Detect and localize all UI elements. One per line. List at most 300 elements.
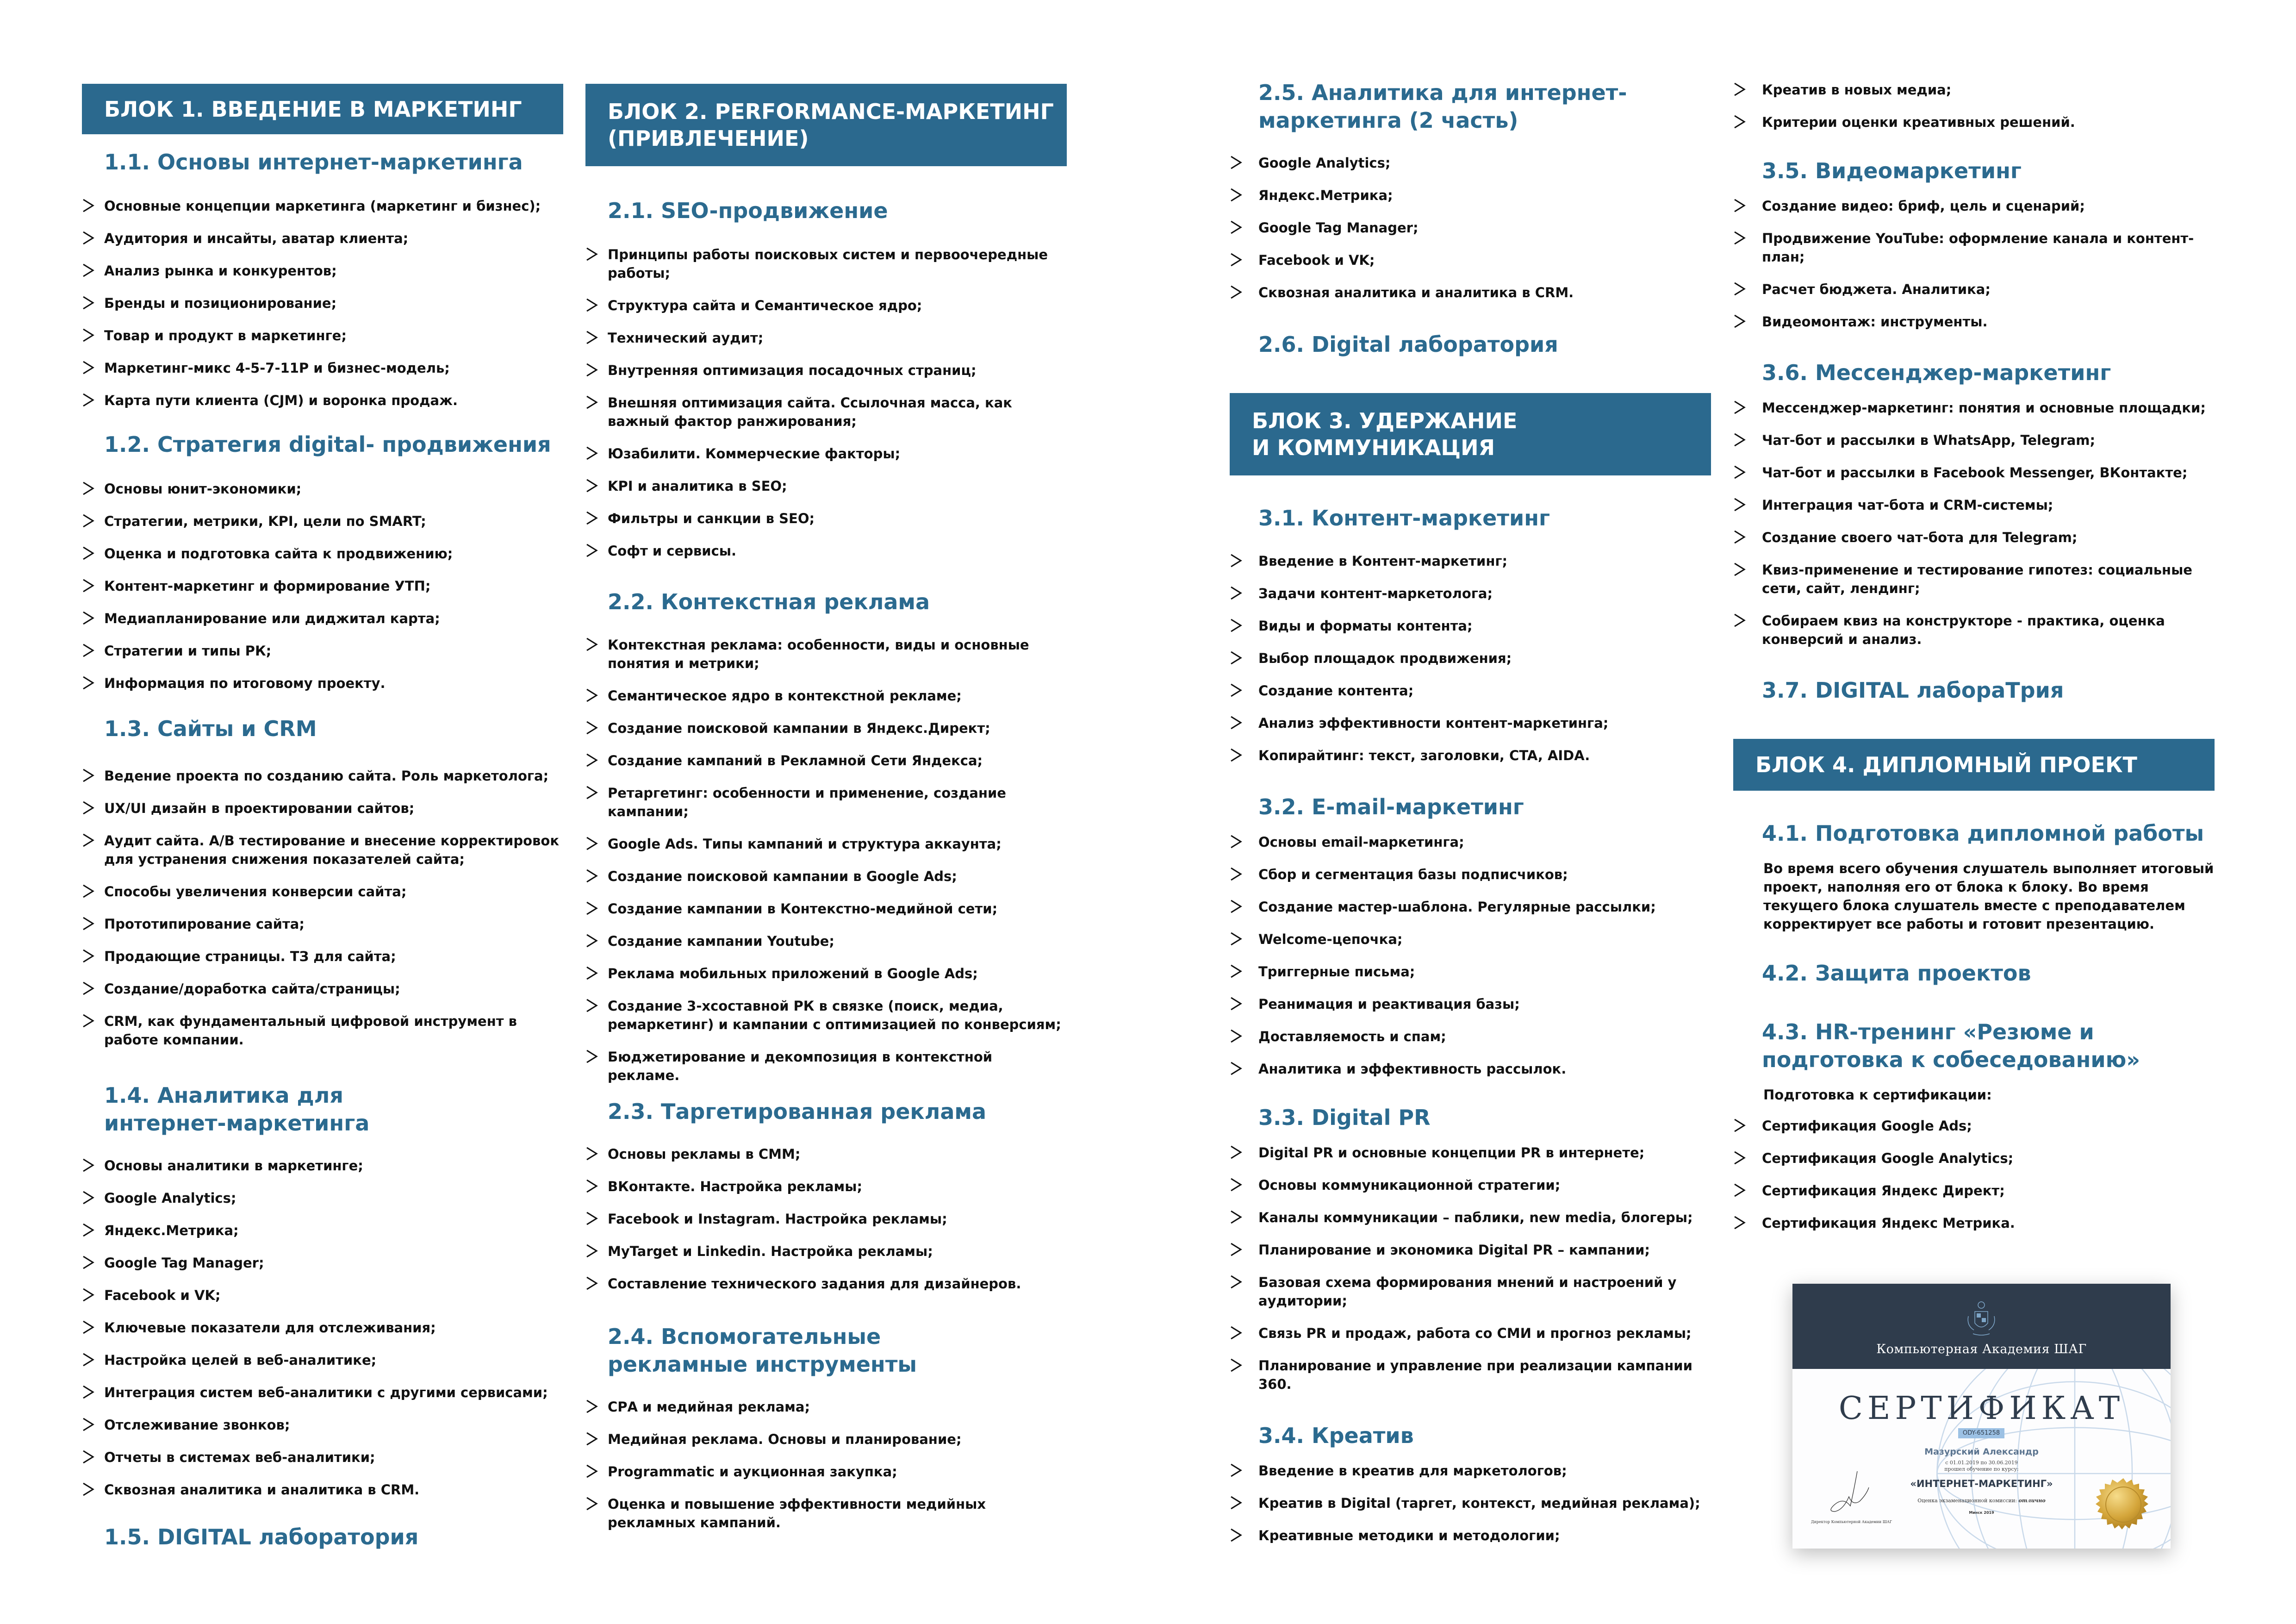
list-item	[585, 687, 1067, 705]
list-item	[1230, 552, 1711, 570]
list-item	[1230, 154, 1711, 172]
chevron-right-icon	[1230, 1144, 1244, 1161]
chevron-right-icon	[1230, 1325, 1244, 1342]
list-item-text: Чат-бот и рассылки в WhatsApp, Telegram;	[1762, 432, 2096, 448]
list-item-text: Сквозная аналитика и аналитика в CRM.	[104, 1482, 420, 1498]
list-item-text: Ключевые показатели для отслеживания;	[104, 1320, 436, 1336]
chevron-right-icon	[1230, 682, 1244, 699]
list-item-text: Создание мастер-шаблона. Регулярные рассылки;	[1258, 899, 1656, 915]
list-item-text: Аудитория и инсайты, аватар клиента;	[104, 231, 409, 246]
list-item	[1230, 746, 1711, 765]
chevron-right-icon	[1733, 313, 1747, 330]
list-item	[82, 609, 563, 628]
section-1-4-list	[82, 1156, 563, 1499]
list-item-text: Создание поисковой кампании в Google Ads;	[608, 868, 957, 884]
list-item	[1230, 1143, 1711, 1162]
list-item-text: Информация по итоговому проекту.	[104, 675, 386, 691]
block-2-title-line1: БЛОК 2. PERFORMANCE-МАРКЕТИНГ	[608, 99, 1054, 124]
list-item-text: Медиапланирование или диджитал карта;	[104, 611, 440, 626]
block-1-title: БЛОК 1. ВВЕДЕНИЕ В МАРКЕТИНГ	[104, 96, 522, 122]
list-item-text: Создание контента;	[1258, 683, 1414, 699]
list-item-text: Google Tag Manager;	[104, 1255, 264, 1271]
list-item	[1230, 1176, 1711, 1194]
chevron-right-icon	[585, 1463, 599, 1480]
list-item-text: Яндекс.Метрика;	[104, 1223, 239, 1238]
chevron-right-icon	[1230, 284, 1244, 301]
chevron-right-icon	[585, 687, 599, 704]
list-item	[585, 751, 1067, 770]
list-item	[585, 1430, 1067, 1449]
list-item	[1733, 229, 2215, 266]
section-1-3-list	[82, 767, 563, 1049]
chevron-right-icon	[585, 510, 599, 527]
list-item	[1230, 1462, 1711, 1480]
chevron-right-icon	[1733, 464, 1747, 481]
chevron-right-icon	[585, 785, 599, 801]
list-item-text: Настройка целей в веб-аналитике;	[104, 1352, 377, 1368]
chevron-right-icon	[82, 832, 96, 849]
list-item	[1230, 1273, 1711, 1310]
list-item	[585, 719, 1067, 737]
chevron-right-icon	[585, 445, 599, 462]
list-item-text: Сертификация Яндекс Директ;	[1762, 1183, 2005, 1199]
section-2-3-title: 2.3. Таргетированная реклама	[608, 1099, 987, 1124]
list-item-text: Выбор площадок продвижения;	[1258, 650, 1512, 666]
section-3-4	[1230, 1422, 1711, 1559]
gold-seal-icon	[2089, 1469, 2158, 1538]
list-item-text: Сертификация Google Ads;	[1762, 1118, 1972, 1134]
chevron-right-icon	[1733, 1182, 1747, 1199]
list-item	[1230, 1324, 1711, 1343]
block-2-title-line2: (ПРИВЛЕЧЕНИЕ)	[608, 126, 809, 151]
list-item	[82, 1156, 563, 1175]
chevron-right-icon	[1733, 1150, 1747, 1167]
section-3-4-list-continued	[1733, 81, 2215, 131]
section-2-3-list	[585, 1145, 1067, 1293]
chevron-right-icon	[1230, 219, 1244, 236]
chevron-right-icon	[82, 1287, 96, 1304]
chevron-right-icon	[82, 610, 96, 627]
chevron-right-icon	[1230, 1028, 1244, 1045]
chevron-right-icon	[82, 1481, 96, 1498]
section-4-3-lead: Подготовка к сертификации:	[1763, 1087, 1992, 1103]
section-3-5-title: 3.5. Видеомаркетинг	[1762, 158, 2022, 183]
list-item	[585, 1495, 1067, 1532]
list-item-text: Основы аналитики в маркетинге;	[104, 1158, 363, 1174]
chevron-right-icon	[1230, 1242, 1244, 1258]
list-item	[585, 1398, 1067, 1416]
chevron-right-icon	[1230, 1462, 1244, 1479]
chevron-right-icon	[585, 1049, 599, 1065]
list-item-text: Собираем квиз на конструкторе - практика, оценка конверсий и анализ.	[1762, 613, 2165, 647]
chevron-right-icon	[585, 330, 599, 346]
section-3-4-continued	[1733, 81, 2215, 145]
certificate-grade-label: Оценка экзаменационной комиссии:	[1917, 1498, 2017, 1504]
list-item	[1733, 431, 2215, 450]
chevron-right-icon	[585, 394, 599, 411]
section-2-1	[585, 197, 1067, 574]
chevron-right-icon	[82, 883, 96, 900]
section-1-2-list	[82, 480, 563, 693]
chevron-right-icon	[82, 948, 96, 965]
list-item-text: CRM, как фундаментальный цифровой инструмент в работе компании.	[104, 1013, 517, 1048]
list-item-text: Структура сайта и Семантическое ядро;	[608, 298, 922, 313]
list-item	[82, 480, 563, 498]
list-item-text: Принципы работы поисковых систем и первоочередные работы;	[608, 247, 1048, 281]
chevron-right-icon	[1230, 1274, 1244, 1291]
section-3-2-list	[1230, 833, 1711, 1078]
chevron-right-icon	[1230, 1527, 1244, 1544]
chevron-right-icon	[585, 836, 599, 852]
list-item-text: Создание своего чат-бота для Telegram;	[1762, 530, 2078, 545]
list-item-text: Создание кампании Youtube;	[608, 933, 834, 949]
list-item	[585, 932, 1067, 950]
certificate-course: «ИНТЕРНЕТ-МАРКЕТИНГ»	[1910, 1478, 2053, 1489]
section-1-2	[82, 431, 563, 706]
list-item-text: Маркетинг-микс 4-5-7-11P и бизнес-модель;	[104, 360, 450, 376]
list-item	[1230, 283, 1711, 302]
section-2-5-list	[1230, 154, 1711, 302]
signature-icon	[1825, 1469, 1880, 1515]
list-item	[82, 980, 563, 998]
certificate-director: Директор Компьютерной Академии ШАГ	[1811, 1520, 1892, 1524]
list-item	[82, 391, 563, 410]
list-item-text: Квиз-применение и тестирование гипотез: социальные сети, сайт, лендинг;	[1762, 562, 2192, 596]
list-item	[82, 799, 563, 818]
list-item	[82, 359, 563, 377]
list-item	[82, 1189, 563, 1207]
list-item	[82, 229, 563, 248]
list-item-text: Копирайтинг: текст, заголовки, CTA, AIDA.	[1258, 748, 1590, 763]
list-item-text: Интеграция систем веб-аналитики с другими сервисами;	[104, 1385, 548, 1400]
list-item	[1733, 113, 2215, 131]
list-item-text: Основы коммуникационной стратегии;	[1258, 1177, 1561, 1193]
list-item-text: Мессенджер-маркетинг: понятия и основные площадки;	[1762, 400, 2206, 416]
list-item	[1733, 312, 2215, 331]
certificate-city: Минск 2019	[1969, 1511, 1994, 1515]
chevron-right-icon	[82, 230, 96, 247]
section-1-5	[82, 1523, 563, 1551]
list-item-text: Креатив в новых медиа;	[1762, 82, 1952, 98]
block-3-header	[1230, 393, 1711, 475]
chevron-right-icon	[585, 1275, 599, 1292]
list-item	[585, 964, 1067, 983]
list-item-text: Welcome-цепочка;	[1258, 931, 1403, 947]
list-item	[585, 329, 1067, 347]
block-2-header	[585, 84, 1067, 166]
chevron-right-icon	[1733, 198, 1747, 214]
section-1-4-title: 1.4. Аналитика для интернет-маркетинга	[104, 1083, 370, 1136]
list-item-text: Виды и форматы контента;	[1258, 618, 1473, 634]
chevron-right-icon	[585, 998, 599, 1014]
list-item	[82, 1351, 563, 1369]
list-item	[82, 1480, 563, 1499]
list-item	[82, 1383, 563, 1402]
list-item	[1733, 612, 2215, 649]
chevron-right-icon	[82, 513, 96, 530]
section-1-2-title: 1.2. Стратегия digital- продвижения	[104, 432, 551, 457]
chevron-right-icon	[82, 1222, 96, 1239]
list-item-text: Видеомонтаж: инструменты.	[1762, 314, 1988, 330]
list-item	[82, 1416, 563, 1434]
list-item	[585, 997, 1067, 1034]
certificate-academy: Компьютерная Академия ШАГ	[1876, 1342, 2087, 1356]
section-2-4-list	[585, 1398, 1067, 1532]
certificate-code: ODY-651258	[1958, 1428, 2004, 1438]
chevron-right-icon	[82, 1449, 96, 1466]
chevron-right-icon	[585, 900, 599, 917]
chevron-right-icon	[1230, 1209, 1244, 1226]
list-item	[585, 509, 1067, 528]
crest-icon	[1965, 1298, 1998, 1338]
list-item-text: Анализ эффективности контент-маркетинга;	[1258, 715, 1609, 731]
list-item-text: Яндекс.Метрика;	[1258, 187, 1393, 203]
list-item	[1733, 496, 2215, 514]
section-3-4-title: 3.4. Креатив	[1258, 1423, 1414, 1448]
list-item-text: Отслеживание звонков;	[104, 1417, 290, 1433]
list-item-text: Чат-бот и рассылки в Facebook Messenger, ВКонтакте;	[1762, 465, 2188, 481]
chevron-right-icon	[585, 1211, 599, 1227]
chevron-right-icon	[585, 720, 599, 737]
chevron-right-icon	[82, 578, 96, 594]
section-2-2-title: 2.2. Контекстная реклама	[608, 589, 930, 614]
list-item	[585, 1242, 1067, 1261]
list-item-text: Ведение проекта по созданию сайта. Роль маркетолога;	[104, 768, 549, 784]
block-4-title: БЛОК 4. ДИПЛОМНЫЙ ПРОЕКТ	[1755, 752, 2137, 777]
list-item-text: Google Tag Manager;	[1258, 220, 1419, 236]
list-item-text: Стратегии и типы РК;	[104, 643, 272, 659]
chevron-right-icon	[1733, 400, 1747, 416]
list-item-text: ВКонтакте. Настройка рекламы;	[608, 1179, 863, 1194]
list-item	[1733, 1181, 2215, 1200]
list-item	[585, 1462, 1067, 1481]
list-item	[585, 1177, 1067, 1196]
list-item-text: Бренды и позиционирование;	[104, 295, 337, 311]
section-3-3-title: 3.3. Digital PR	[1258, 1105, 1431, 1130]
section-4-3	[1733, 1018, 2215, 1246]
list-item	[82, 262, 563, 280]
chevron-right-icon	[585, 1496, 599, 1512]
list-item-text: KPI и аналитика в SEO;	[608, 478, 787, 494]
certificate-name: Мазурский Александр	[1924, 1447, 2039, 1457]
chevron-right-icon	[82, 643, 96, 659]
list-item	[82, 674, 563, 693]
chevron-right-icon	[1230, 834, 1244, 850]
section-2-4	[585, 1323, 1067, 1546]
list-item	[585, 784, 1067, 821]
chevron-right-icon	[1230, 618, 1244, 634]
certificate-image	[1792, 1284, 2171, 1549]
list-item-text: Базовая схема формирования мнений и настроений у аудитории;	[1258, 1274, 1677, 1309]
list-item	[1230, 1356, 1711, 1393]
section-4-2-title: 4.2. Защита проектов	[1762, 961, 2031, 986]
list-item-text: Стратегии, метрики, KPI, цели по SMART;	[104, 513, 426, 529]
list-item-text: Сертификация Яндекс Метрика.	[1762, 1215, 2015, 1231]
chevron-right-icon	[1230, 899, 1244, 915]
section-2-3	[585, 1098, 1067, 1307]
list-item	[1230, 995, 1711, 1013]
section-3-3	[1230, 1104, 1711, 1407]
list-item-text: Контекстная реклама: особенности, виды и основные понятия и метрики;	[608, 637, 1029, 671]
section-1-1-list	[82, 197, 563, 410]
list-item-text: MyTarget и Linkedin. Настройка рекламы;	[608, 1243, 933, 1259]
list-item-text: Создание кампании в Контекстно-медийной сети;	[608, 901, 998, 917]
section-3-2	[1230, 793, 1711, 1092]
section-3-7	[1733, 676, 2215, 704]
block-3-title-line1: БЛОК 3. УДЕРЖАНИЕ	[1252, 408, 1518, 433]
list-item-text: Креативные методики и методологии;	[1258, 1528, 1560, 1543]
chevron-right-icon	[585, 246, 599, 263]
list-item-text: Facebook и Instagram. Настройка рекламы;	[608, 1211, 947, 1227]
chevron-right-icon	[82, 1013, 96, 1030]
section-2-4-title: 2.4. Вспомогательные рекламные инструменты	[608, 1324, 917, 1377]
chevron-right-icon	[82, 392, 96, 409]
list-item	[1230, 1027, 1711, 1046]
list-item	[1230, 617, 1711, 635]
chevron-right-icon	[1230, 963, 1244, 980]
list-item	[1230, 1060, 1711, 1078]
list-item	[1230, 833, 1711, 851]
section-1-3-title: 1.3. Сайты и CRM	[104, 716, 317, 741]
chevron-right-icon	[1230, 747, 1244, 764]
list-item	[82, 642, 563, 660]
list-item-text: Расчет бюджета. Аналитика;	[1762, 281, 1991, 297]
list-item	[585, 361, 1067, 380]
chevron-right-icon	[82, 675, 96, 692]
chevron-right-icon	[1230, 553, 1244, 569]
section-2-5	[1230, 79, 1711, 316]
section-3-1-title: 3.1. Контент-маркетинг	[1258, 506, 1550, 531]
chevron-right-icon	[82, 1384, 96, 1401]
list-item	[1230, 865, 1711, 884]
section-3-6	[1733, 359, 2215, 662]
chevron-right-icon	[82, 1352, 96, 1368]
list-item	[1230, 898, 1711, 916]
list-item	[1230, 251, 1711, 269]
chevron-right-icon	[82, 1417, 96, 1433]
certificate-period: с 01.01.2019 по 30.06.2019	[1945, 1460, 2018, 1466]
list-item	[82, 767, 563, 785]
list-item	[1230, 186, 1711, 205]
list-item-text: Сертификация Google Analytics;	[1762, 1150, 2014, 1166]
list-item-text: Внешняя оптимизация сайта. Ссылочная масса, как важный фактор ранжирования;	[608, 395, 1012, 429]
section-4-3-list	[1733, 1117, 2215, 1232]
list-item	[1733, 1214, 2215, 1232]
chevron-right-icon	[585, 297, 599, 314]
list-item-text: Планирование и экономика Digital PR – кампании;	[1258, 1242, 1650, 1258]
list-item-text: Сквозная аналитика и аналитика в CRM.	[1258, 285, 1574, 300]
list-item	[82, 544, 563, 563]
chevron-right-icon	[1733, 230, 1747, 247]
section-1-1	[82, 148, 563, 424]
list-item	[82, 1448, 563, 1467]
chevron-right-icon	[1230, 1061, 1244, 1077]
list-item-text: Google Analytics;	[104, 1190, 236, 1206]
list-item	[82, 197, 563, 215]
section-2-1-list	[585, 245, 1067, 560]
list-item	[585, 1145, 1067, 1163]
chevron-right-icon	[1230, 155, 1244, 171]
list-item-text: Анализ рынка и конкурентов;	[104, 263, 337, 279]
chevron-right-icon	[585, 362, 599, 379]
list-item	[1230, 1208, 1711, 1227]
list-item-text: Оценка и повышение эффективности медийных рекламных кампаний.	[608, 1496, 986, 1530]
list-item	[1230, 1526, 1711, 1545]
chevron-right-icon	[82, 1319, 96, 1336]
chevron-right-icon	[82, 545, 96, 562]
list-item-text: Составление технического задания для дизайнеров.	[608, 1276, 1021, 1292]
certificate-title: СЕРТИФИКАТ	[1838, 1390, 2125, 1427]
chevron-right-icon	[585, 965, 599, 982]
chevron-right-icon	[1733, 529, 1747, 546]
section-3-1-list	[1230, 552, 1711, 765]
chevron-right-icon	[585, 752, 599, 769]
chevron-right-icon	[1230, 996, 1244, 1012]
list-item-text: Доставляемость и спам;	[1258, 1029, 1446, 1044]
chevron-right-icon	[1733, 612, 1747, 629]
section-3-6-list	[1733, 399, 2215, 649]
list-item	[585, 1048, 1067, 1085]
list-item	[585, 1274, 1067, 1293]
list-item	[1733, 399, 2215, 417]
chevron-right-icon	[1733, 1215, 1747, 1231]
list-item	[1230, 930, 1711, 949]
list-item-text: Сбор и сегментация базы подписчиков;	[1258, 867, 1568, 882]
chevron-right-icon	[82, 295, 96, 312]
list-item	[585, 1210, 1067, 1228]
block-3-title-line2: И КОММУНИКАЦИЯ	[1252, 435, 1495, 460]
list-item	[1733, 561, 2215, 598]
list-item	[1733, 280, 2215, 299]
list-item	[1733, 1117, 2215, 1135]
chevron-right-icon	[82, 916, 96, 932]
section-2-2	[585, 588, 1067, 1099]
list-item-text: Каналы коммуникации – паблики, new media, блогеры;	[1258, 1210, 1693, 1225]
list-item	[1733, 197, 2215, 215]
section-3-7-title: 3.7. DIGITAL лабораТрия	[1762, 678, 2064, 703]
list-item-text: СРА и медийная реклама;	[608, 1399, 810, 1415]
chevron-right-icon	[585, 933, 599, 949]
list-item-text: Связь PR и продаж, работа со СМИ и прогноз рекламы;	[1258, 1325, 1692, 1341]
list-item-text: Триггерные письма;	[1258, 964, 1415, 980]
chevron-right-icon	[82, 360, 96, 376]
list-item-text: Введение в Контент-маркетинг;	[1258, 553, 1508, 569]
section-1-5-title: 1.5. DIGITAL лаборатория	[104, 1524, 419, 1549]
list-item	[1230, 714, 1711, 732]
chevron-right-icon	[1230, 650, 1244, 667]
list-item-text: Основы email-маркетинга;	[1258, 834, 1464, 850]
list-item	[1230, 681, 1711, 700]
list-item	[1230, 1494, 1711, 1512]
section-3-5	[1733, 157, 2215, 345]
chevron-right-icon	[585, 637, 599, 653]
chevron-right-icon	[585, 1146, 599, 1162]
chevron-right-icon	[82, 800, 96, 817]
section-3-5-list	[1733, 197, 2215, 331]
list-item	[82, 831, 563, 868]
section-3-1	[1230, 504, 1711, 779]
chevron-right-icon	[585, 1178, 599, 1195]
list-item-text: Интеграция чат-бота и CRM-системы;	[1762, 497, 2053, 513]
list-item	[585, 835, 1067, 853]
chevron-right-icon	[1230, 715, 1244, 731]
chevron-right-icon	[82, 1190, 96, 1206]
list-item	[1230, 584, 1711, 603]
chevron-right-icon	[82, 262, 96, 279]
chevron-right-icon	[1733, 562, 1747, 578]
chevron-right-icon	[82, 1255, 96, 1271]
section-4-2	[1733, 959, 2215, 987]
